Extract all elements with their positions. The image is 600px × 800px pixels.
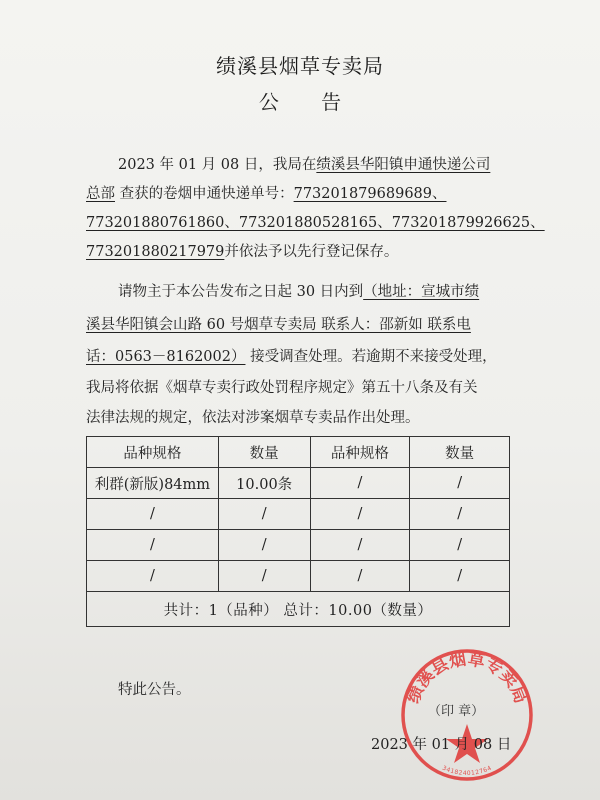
text-segment: 2023 年 01 月 08 日，我局在: [118, 157, 317, 173]
text-segment: 法律法规的规定，依法对涉案烟草专卖品作出处理。: [86, 410, 420, 426]
address-text: 溪县华阳镇会山路 60 号烟草专卖局 联系人：邵新如 联系电: [86, 317, 471, 333]
address-text: （地址：宣城市绩: [363, 284, 480, 300]
table-total-row: [87, 592, 510, 627]
text-segment: 并依法予以先行登记保存。: [224, 244, 399, 260]
paragraph-2-line-4: [86, 376, 478, 397]
table-cell: /: [87, 561, 219, 592]
text-segment: 我局将依据《烟草专卖行政处罚程序规定》第五十八条及有关: [86, 380, 478, 396]
seal-code-text: 341824012764: [441, 764, 493, 778]
table-cell: /: [218, 561, 310, 592]
table-row: [87, 468, 510, 499]
text-segment: 请物主于本公告发布之日起 30 日内到: [118, 284, 364, 300]
table-cell: /: [218, 499, 310, 530]
table-cell: 利群(新版)84mm: [87, 468, 219, 499]
table-cell: /: [218, 530, 310, 561]
text-segment: 接受调查处理。若逾期不来接受处理，: [245, 349, 497, 365]
header-cell: 数量: [218, 437, 310, 468]
tracking-numbers: 773201880761860、773201880528165、773201879926625、: [86, 215, 545, 231]
table-cell: 10.00条: [218, 468, 310, 499]
table-cell: /: [410, 561, 510, 592]
table-row: [87, 530, 510, 561]
phone-text: 话：0563－8162002）: [86, 349, 246, 365]
paragraph-2-line-5: [86, 406, 420, 427]
table-row: [87, 561, 510, 592]
paragraph-1-line-3: [86, 211, 545, 232]
tracking-number: 773201879689689、: [293, 186, 447, 202]
org-title: 绩溪县烟草专卖局: [216, 54, 384, 78]
table-header-row: [87, 437, 510, 468]
paragraph-2-line-1: [118, 280, 479, 301]
tracking-number: 773201880217979: [86, 244, 225, 260]
seal-label: （印 章）: [428, 704, 485, 719]
paragraph-1-line-2: [86, 182, 447, 203]
table-cell: /: [410, 468, 510, 499]
paragraph-2-line-3: [86, 345, 497, 366]
paragraph-2-line-2: [86, 313, 471, 334]
doc-type-title: 公 告: [258, 90, 360, 114]
text-segment: 查获的卷烟申通快递单号：: [115, 186, 294, 202]
table-row: [87, 499, 510, 530]
header-cell: 数量: [410, 437, 510, 468]
location-text: 绩溪县华阳镇申通快递公司: [316, 157, 491, 173]
header-cell: 品种规格: [87, 437, 219, 468]
table-cell: /: [87, 530, 219, 561]
paragraph-1-line-4: [86, 240, 398, 261]
table-cell: /: [310, 530, 410, 561]
table-cell: /: [87, 499, 219, 530]
table-cell: /: [310, 499, 410, 530]
total-cell: 共计：1（品种） 总计：10.00（数量）: [87, 592, 510, 627]
signature-date: 2023 年 01 月 08 日: [371, 737, 512, 753]
header-cell: 品种规格: [310, 437, 410, 468]
location-text: 总部: [86, 186, 115, 202]
table-cell: /: [410, 499, 510, 530]
table-cell: /: [310, 561, 410, 592]
seal-arc-text: 绩溪县烟草专卖局: [403, 649, 531, 707]
seized-items-table: [86, 436, 510, 627]
table-cell: /: [410, 530, 510, 561]
closing-text: 特此公告。: [118, 682, 191, 698]
paragraph-1-line-1: [118, 153, 490, 174]
table-cell: /: [310, 468, 410, 499]
